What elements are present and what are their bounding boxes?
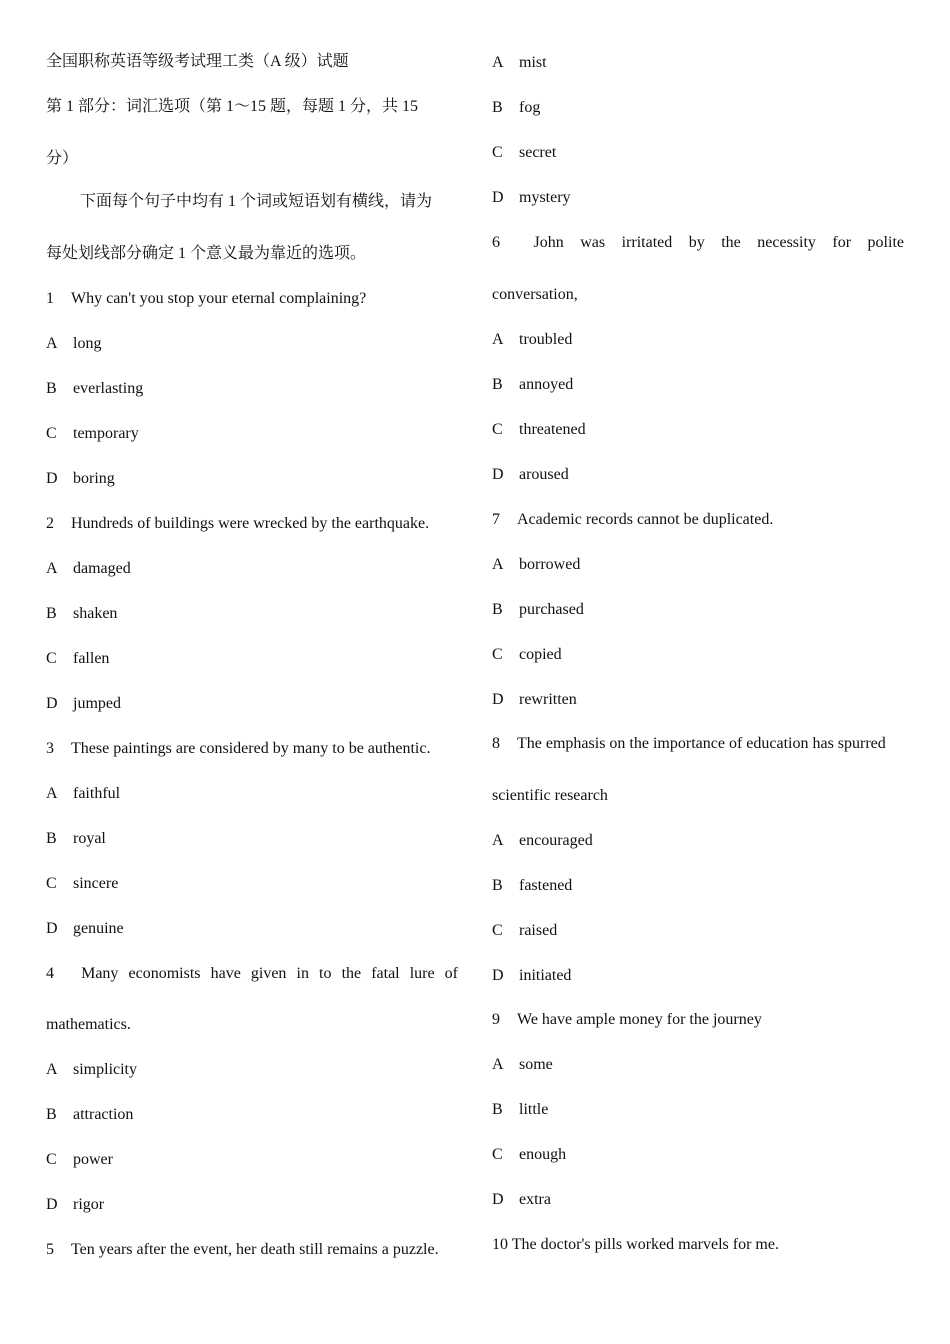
option-5b[interactable]: B fog [492, 99, 541, 116]
option-7a[interactable]: A borrowed [492, 556, 581, 573]
question-4: 4 Many economists have given in to the fatal lure of [46, 965, 458, 982]
option-4c[interactable]: C power [46, 1151, 113, 1168]
option-9c[interactable]: C enough [492, 1146, 567, 1163]
option-3b[interactable]: B royal [46, 830, 106, 847]
section-heading: 第 1 部分：词汇选项（第 1～15 题，每题 1 分，共 15 [46, 98, 419, 115]
option-1d[interactable]: D boring [46, 470, 115, 487]
option-1a[interactable]: A long [46, 335, 102, 352]
option-6a[interactable]: A troubled [492, 331, 573, 348]
option-7b[interactable]: B purchased [492, 601, 584, 618]
question-8-cont: scientific research [492, 787, 608, 804]
option-7d[interactable]: D rewritten [492, 691, 577, 708]
option-1b[interactable]: B everlasting [46, 380, 144, 397]
question-10: 10 The doctor's pills worked marvels for me. [492, 1236, 779, 1253]
option-7c[interactable]: C copied [492, 646, 562, 663]
option-8a[interactable]: A encouraged [492, 832, 593, 849]
question-1: 1 Why can't you stop your eternal complaining? [46, 290, 367, 307]
question-6: 6 John was irritated by the necessity for polite [492, 234, 904, 251]
section-heading-cont: 分） [46, 150, 79, 167]
option-8d[interactable]: D initiated [492, 967, 572, 984]
option-9a[interactable]: A some [492, 1056, 553, 1073]
option-5c[interactable]: C secret [492, 144, 557, 161]
option-3a[interactable]: A faithful [46, 785, 121, 802]
option-9b[interactable]: B little [492, 1101, 549, 1118]
option-6c[interactable]: C threatened [492, 421, 586, 438]
option-9d[interactable]: D extra [492, 1191, 551, 1208]
option-2a[interactable]: A damaged [46, 560, 131, 577]
option-1c[interactable]: C temporary [46, 425, 139, 442]
option-8b[interactable]: B fastened [492, 877, 573, 894]
question-2: 2 Hundreds of buildings were wrecked by the earthquake. [46, 515, 430, 532]
option-2c[interactable]: C fallen [46, 650, 110, 667]
option-4d[interactable]: D rigor [46, 1196, 105, 1213]
instructions: 下面每个句子中均有 1 个词或短语划有横线，请为 [80, 193, 433, 210]
option-4a[interactable]: A simplicity [46, 1061, 137, 1078]
question-9: 9 We have ample money for the journey [492, 1011, 762, 1028]
option-4b[interactable]: B attraction [46, 1106, 134, 1123]
option-2d[interactable]: D jumped [46, 695, 121, 712]
option-8c[interactable]: C raised [492, 922, 558, 939]
option-2b[interactable]: B shaken [46, 605, 118, 622]
option-6d[interactable]: D aroused [492, 466, 569, 483]
doc-title: 全国职称英语等级考试理工类（A 级）试题 [46, 53, 349, 70]
option-5a[interactable]: A mist [492, 54, 547, 71]
question-3: 3 These paintings are considered by many to be authentic. [46, 740, 431, 757]
option-5d[interactable]: D mystery [492, 189, 571, 206]
question-7: 7 Academic records cannot be duplicated. [492, 511, 774, 528]
question-4-cont: mathematics. [46, 1016, 131, 1033]
option-6b[interactable]: B annoyed [492, 376, 574, 393]
question-5: 5 Ten years after the event, her death still remains a puzzle. [46, 1241, 439, 1258]
instructions-cont: 每处划线部分确定 1 个意义最为靠近的选项。 [46, 245, 367, 262]
option-3c[interactable]: C sincere [46, 875, 119, 892]
question-6-cont: conversation, [492, 286, 578, 303]
option-3d[interactable]: D genuine [46, 920, 124, 937]
question-8: 8 The emphasis on the importance of education has spurred [492, 735, 886, 752]
